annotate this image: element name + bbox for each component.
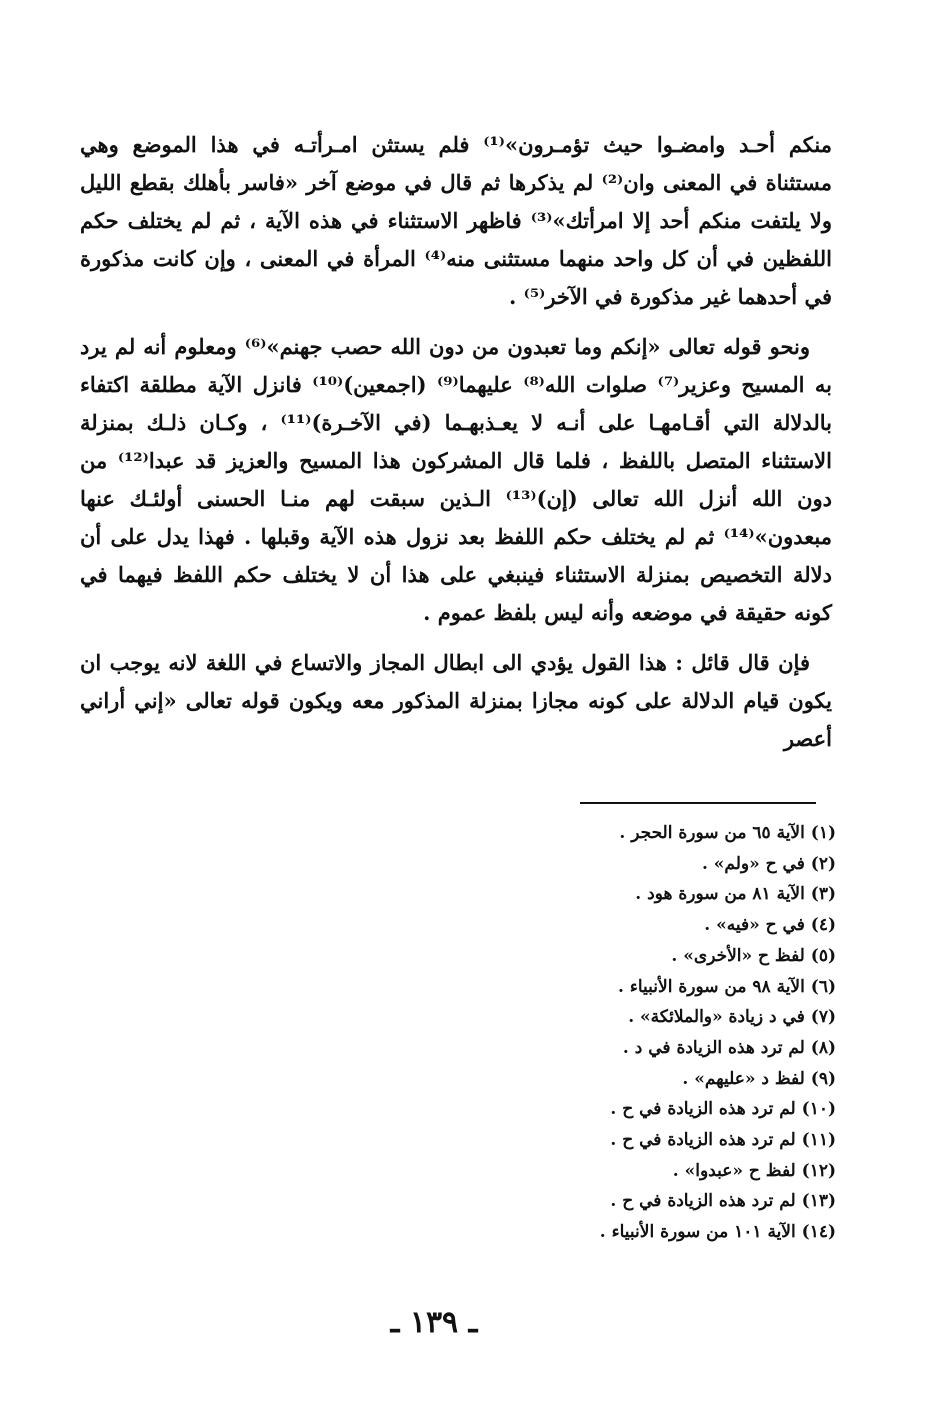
footnote-7: (٧) في د زيادة «والملائكة» .: [628, 1007, 836, 1028]
page-number: ـ ١٣٩ ـ: [390, 1305, 478, 1340]
footnote-2: (٢) في ح «ولم» .: [701, 853, 836, 874]
footnote-14: (١٤) الآية ١٠١ من سورة الأنبياء .: [599, 1222, 836, 1243]
paragraph-2: ونحو قوله تعالى «إنكم وما تعبدون من دون الله حصب جهنم»⁽⁶⁾ ومعلوم أنه لم يرد به المسيح وعزير⁽⁷⁾ صلوات الله⁽⁸⁾ عليهما⁽⁹⁾ (اجمعين)⁽¹⁰⁾ فانزل الآية مطلقة اكتفاء بالدلالة التي أقـامهـا على أنـه لا يعـذبهـما (في الآخـرة)⁽¹¹⁾ ، وكـان ذلـك بمنزلة الاستثناء المتصل باللفظ ، فلما قال المشركون هذا المسيح والعزيز قد عبدا⁽¹²⁾ من دون الله أنزل الله تعالى (إن)⁽¹³⁾ الـذين سبقت لهم منـا الحسنى أولئـك عنها مبعدون»⁽¹⁴⁾ ثم لم يختلف حكم اللفظ بعد نزول هذه الآية وقبلها . فهذا يدل على أن دلالة التخصيص بمنزلة الاستثناء فينبغي على هذا أن لا يختلف حكم اللفظ فيهما في كونه حقيقة في موضعه وأنه ليس بلفظ عموم .: [80, 334, 833, 625]
footnote-6: (٦) الآية ٩٨ من سورة الأنبياء .: [618, 976, 836, 997]
footnote-5: (٥) لفظ ح «الأخرى» .: [671, 945, 836, 966]
main-text: [80, 126, 832, 770]
paragraph-1: منكم أحـد وامضـوا حيث تؤمـرون»⁽¹⁾ فلم يستثن امـرأتـه في هذا الموضع وهي مستثناة في المعنى وان⁽²⁾ لم يذكرها ثم قال في موضع آخر «فاسر بأهلك بقطع الليل ولا يلتفت منكم أحد إلا امرأتك»⁽³⁾ فاظهر الاستثناء في هذه الآية ، ثم لم يختلف حكم اللفظين في أن كل واحد منهما مستثنى منه⁽⁴⁾ المرأة في المعنى ، وإن كانت مذكورة في أحدهما غير مذكورة في الآخر⁽⁵⁾ .: [80, 132, 832, 309]
footnote-12: (١٢) لفظ ح «عبدوا» .: [672, 1160, 836, 1181]
footnote-10: (١٠) لم ترد هذه الزيادة في ح .: [610, 1099, 836, 1120]
footnote-8: (٨) لم ترد هذه الزيادة في د .: [622, 1037, 836, 1058]
footnote-11: (١١) لم ترد هذه الزيادة في ح .: [610, 1130, 836, 1151]
footnote-13: (١٣) لم ترد هذه الزيادة في ح .: [610, 1191, 836, 1212]
paragraph-3: فإن قال قائل : هذا القول يؤدي الى ابطال المجاز والاتساع في اللغة لانه يوجب ان يكون قيام الدلالة على كونه مجازا بمنزلة المذكور معه ويكون قوله تعالى «إني أراني أعصر: [80, 650, 832, 751]
footnote-3: (٣) الآية ٨١ من سورة هود .: [635, 884, 836, 905]
footnote-4: (٤) في ح «فيه» .: [704, 915, 836, 936]
footnote-1: (١) الآية ٦٥ من سورة الحجر .: [619, 823, 836, 843]
footnote-9: (٩) لفظ د «عليهم» .: [682, 1068, 836, 1089]
footnotes: [236, 818, 836, 1248]
footnote-divider: [580, 802, 816, 804]
